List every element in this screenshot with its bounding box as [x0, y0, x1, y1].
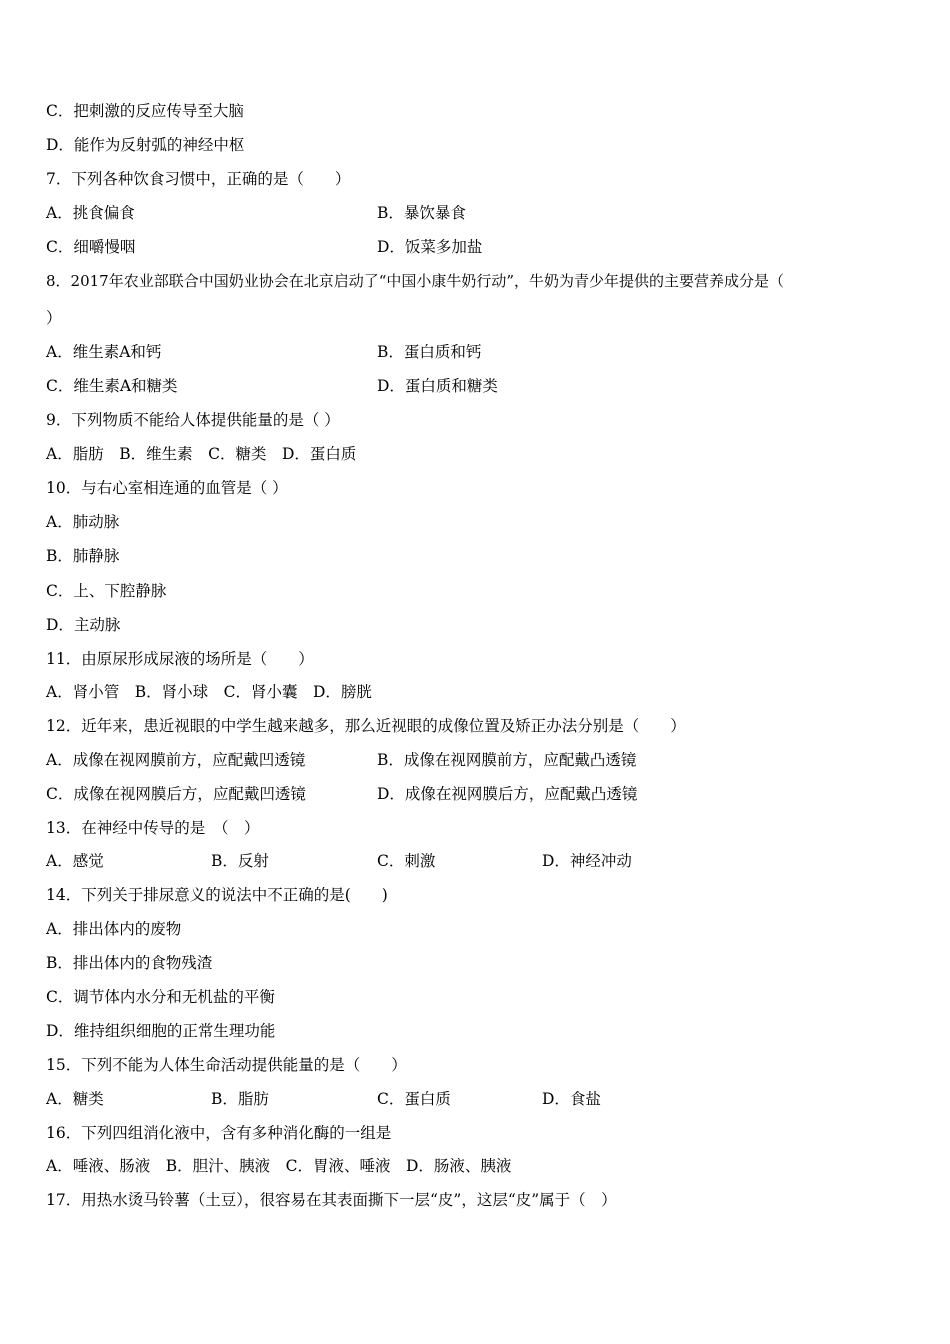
q15-option-d: D．食盐 [542, 1090, 601, 1108]
q12-option-a: A．成像在视网膜前方，应配戴凹透镜 [46, 751, 306, 769]
question-15: 15．下列不能为人体生命活动提供能量的是（ ） [46, 1056, 407, 1074]
q14-option-a: A．排出体内的废物 [46, 920, 182, 938]
q10-option-d: D．主动脉 [46, 616, 121, 634]
option-c: C．把刺激的反应传导至大脑 [46, 102, 244, 120]
q7-option-d: D．饭菜多加盐 [377, 238, 483, 256]
q7-option-a: A．挑食偏食 [46, 204, 135, 222]
q11-options: A．肾小管 B．肾小球 C．肾小囊 D．膀胱 [46, 683, 372, 701]
q8-option-b: B．蛋白质和钙 [377, 343, 482, 361]
q13-option-a: A．感觉 [46, 852, 104, 870]
question-11: 11．由原尿形成尿液的场所是（ ） [46, 650, 314, 668]
q15-option-b: B．脂肪 [211, 1090, 269, 1108]
q7-option-b: B．暴饮暴食 [377, 204, 466, 222]
question-14: 14．下列关于排尿意义的说法中不正确的是( ) [46, 886, 388, 904]
q14-option-d: D．维持组织细胞的正常生理功能 [46, 1022, 276, 1040]
q13-option-c: C．刺激 [377, 852, 436, 870]
q13-option-b: B．反射 [211, 852, 269, 870]
q10-option-c: C．上、下腔静脉 [46, 582, 167, 600]
q12-option-c: C．成像在视网膜后方，应配戴凹透镜 [46, 785, 306, 803]
question-12: 12．近年来，患近视眼的中学生越来越多，那么近视眼的成像位置及矫正办法分别是（ ） [46, 717, 686, 735]
q8-option-c: C．维生素A和糖类 [46, 377, 178, 395]
q16-options: A．唾液、肠液 B．胆汁、胰液 C．胃液、唾液 D．肠液、胰液 [46, 1157, 512, 1175]
question-10: 10．与右心室相连通的血管是（ ） [46, 479, 288, 497]
q10-option-a: A．肺动脉 [46, 513, 120, 531]
question-17: 17．用热水烫马铃薯（土豆），很容易在其表面撕下一层“皮”，这层“皮”属于（ ） [46, 1191, 617, 1209]
q8-option-d: D．蛋白质和糖类 [377, 377, 498, 395]
q12-option-b: B．成像在视网膜前方，应配戴凸透镜 [377, 751, 637, 769]
q13-option-d: D．神经冲动 [542, 852, 632, 870]
q10-option-b: B．肺静脉 [46, 547, 120, 565]
question-8-continued: ） [46, 309, 62, 327]
question-9: 9．下列物质不能给人体提供能量的是（ ） [46, 411, 340, 429]
question-13: 13．在神经中传导的是 （ ） [46, 819, 260, 837]
question-16: 16．下列四组消化液中，含有多种消化酶的一组是 [46, 1124, 392, 1142]
question-7: 7．下列各种饮食习惯中，正确的是（ ） [46, 170, 351, 188]
q15-option-a: A．糖类 [46, 1090, 104, 1108]
q15-option-c: C．蛋白质 [377, 1090, 451, 1108]
q8-option-a: A．维生素A和钙 [46, 343, 162, 361]
q14-option-c: C．调节体内水分和无机盐的平衡 [46, 988, 275, 1006]
option-d: D．能作为反射弧的神经中枢 [46, 136, 245, 154]
question-8: 8．2017年农业部联合中国奶业协会在北京启动了“中国小康牛奶行动”，牛奶为青少年提供的主要营养成分是（ [46, 272, 785, 290]
q14-option-b: B．排出体内的食物残渣 [46, 954, 213, 972]
q7-option-c: C．细嚼慢咽 [46, 238, 136, 256]
q12-option-d: D．成像在视网膜后方，应配戴凸透镜 [377, 785, 638, 803]
q9-options: A．脂肪 B．维生素 C．糖类 D．蛋白质 [46, 445, 357, 463]
